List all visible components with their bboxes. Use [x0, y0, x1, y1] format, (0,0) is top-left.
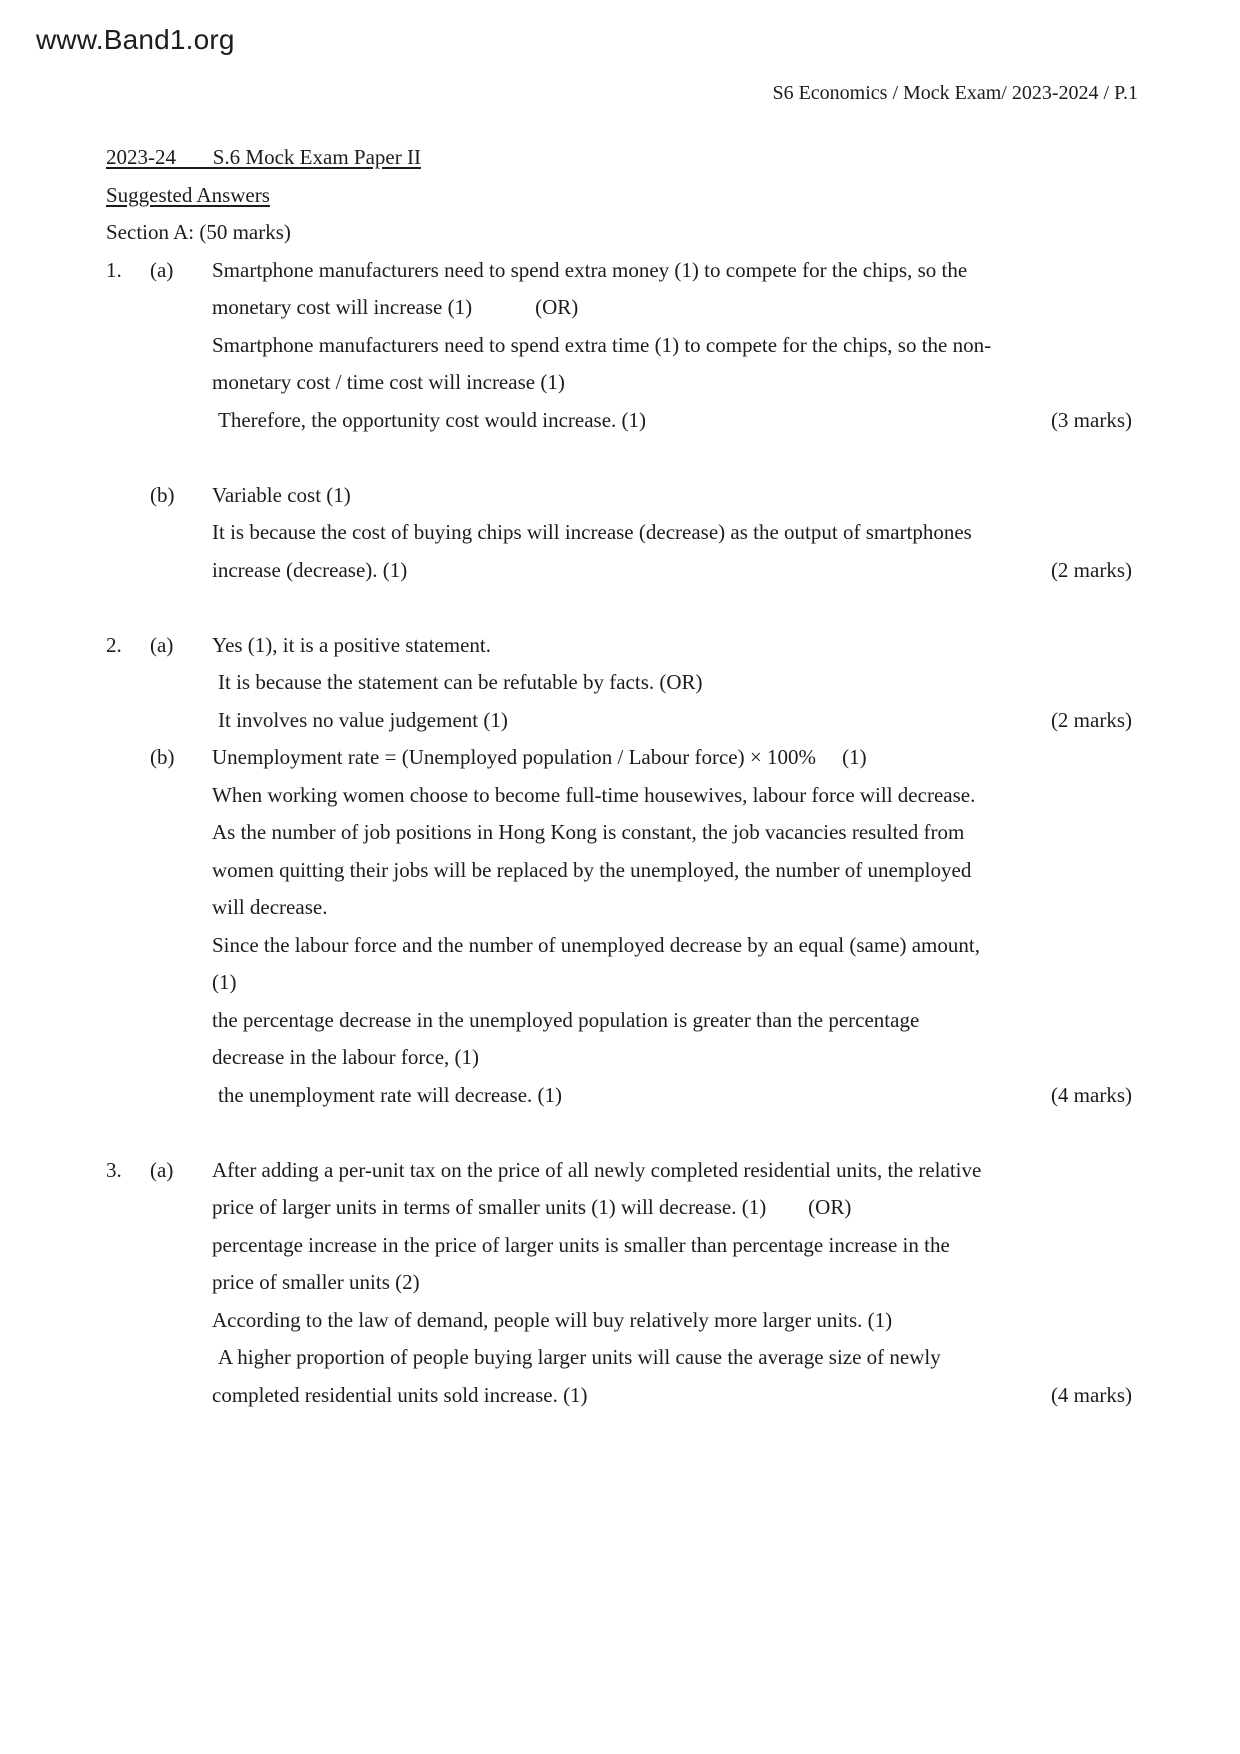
part-label: (a)	[150, 1157, 174, 1182]
part-label: (a)	[150, 257, 174, 282]
answer-line	[106, 402, 1132, 440]
answer-line	[106, 702, 1132, 740]
answer-text: According to the law of demand, people will buy relatively more larger units. (1)	[212, 1307, 893, 1332]
exam-title: 2023-24 S.6 Mock Exam Paper II	[106, 145, 421, 169]
answer-line	[106, 739, 1132, 777]
answer-line	[106, 1302, 1132, 1340]
answer-line	[106, 327, 1132, 365]
suggested-answers-subtitle: Suggested Answers	[106, 182, 270, 207]
answer-text: price of larger units in terms of smaller units (1) will decrease. (1) (OR)	[212, 1195, 852, 1219]
site-watermark: www.Band1.org	[36, 24, 235, 55]
answer-text: Since the labour force and the number of unemployed decrease by an equal (same) amount,	[212, 932, 980, 957]
answer-text: Therefore, the opportunity cost would increase. (1)	[218, 407, 647, 432]
answer-text: It involves no value judgement (1)	[218, 707, 508, 732]
answer-text: A higher proportion of people buying larger units will cause the average size of newly	[218, 1345, 941, 1369]
answer-line	[106, 1377, 1132, 1415]
answer-text: Smartphone manufacturers need to spend extra money (1) to compete for the chips, so the	[212, 257, 968, 282]
answer-line	[106, 514, 1132, 552]
answer-line	[106, 1039, 1132, 1077]
answer-text: It is because the cost of buying chips will increase (decrease) as the output of smartphones	[212, 520, 972, 544]
marks-label: (3 marks)	[1050, 407, 1132, 432]
document-header-reference: S6 Economics / Mock Exam/ 2023-2024 / P.1	[772, 82, 1138, 104]
answer-text: completed residential units sold increase. (1)	[212, 1382, 588, 1407]
answer-text: decrease in the labour force, (1)	[212, 1045, 480, 1069]
answer-line	[106, 814, 1132, 852]
answer-line	[106, 627, 1132, 665]
marks-label: (4 marks)	[1050, 1082, 1132, 1107]
part-label: (b)	[150, 745, 175, 769]
answer-line	[106, 252, 1132, 290]
answer-text: will decrease.	[212, 895, 328, 919]
answer-text: Unemployment rate = (Unemployed population / Labour force) × 100% (1)	[212, 745, 867, 769]
answer-line	[106, 1339, 1132, 1377]
answer-line	[106, 1227, 1132, 1265]
part-label: (b)	[150, 482, 175, 507]
answer-line	[106, 927, 1132, 965]
question-number: 3.	[106, 1157, 122, 1182]
answer-text: monetary cost / time cost will increase (1)	[212, 370, 565, 394]
answer-line	[106, 1077, 1132, 1115]
answer-text: (1)	[212, 970, 237, 994]
answer-text: After adding a per-unit tax on the price of all newly completed residential units, the relative	[212, 1157, 982, 1182]
marks-label: (2 marks)	[1050, 707, 1132, 732]
answer-line	[106, 1264, 1132, 1302]
answer-text: When working women choose to become full-time housewives, labour force will decrease.	[212, 782, 976, 807]
answer-text: monetary cost will increase (1) (OR)	[212, 295, 579, 319]
answer-text: the percentage decrease in the unemployed population is greater than the percentage	[212, 1007, 920, 1032]
answer-line	[106, 289, 1132, 327]
answer-line	[106, 1002, 1132, 1040]
answer-line	[106, 964, 1132, 1002]
document	[106, 139, 1132, 1414]
section-heading: Section A: (50 marks)	[106, 220, 291, 244]
answer-text: Variable cost (1)	[212, 482, 351, 507]
answer-line	[106, 852, 1132, 890]
marks-label: (4 marks)	[1050, 1382, 1132, 1407]
answer-text: It is because the statement can be refutable by facts. (OR)	[218, 670, 703, 694]
answer-text: price of smaller units (2)	[212, 1270, 420, 1294]
answer-text: the unemployment rate will decrease. (1)	[218, 1082, 563, 1107]
answer-line	[106, 1189, 1132, 1227]
answer-line	[106, 1152, 1132, 1190]
document-body	[106, 252, 1132, 1415]
subtitle-line	[106, 177, 1132, 215]
answer-line	[106, 364, 1132, 402]
answer-text: Smartphone manufacturers need to spend extra time (1) to compete for the chips, so the non-	[212, 332, 992, 357]
part-label: (a)	[150, 632, 174, 657]
answer-line	[106, 552, 1132, 590]
answer-text: Yes (1), it is a positive statement.	[212, 632, 492, 657]
question-number: 1.	[106, 257, 122, 282]
answer-text: As the number of job positions in Hong Kong is constant, the job vacancies resulted from	[212, 820, 965, 844]
answer-text: increase (decrease). (1)	[212, 557, 408, 582]
answer-line	[106, 664, 1132, 702]
answer-text: women quitting their jobs will be replaced by the unemployed, the number of unemployed	[212, 857, 972, 882]
answer-line	[106, 477, 1132, 515]
answer-line	[106, 889, 1132, 927]
answer-text: percentage increase in the price of larger units is smaller than percentage increase in the	[212, 1232, 950, 1257]
exam-title-line	[106, 139, 1132, 177]
question-number: 2.	[106, 632, 122, 657]
answer-line	[106, 777, 1132, 815]
marks-label: (2 marks)	[1050, 557, 1132, 582]
